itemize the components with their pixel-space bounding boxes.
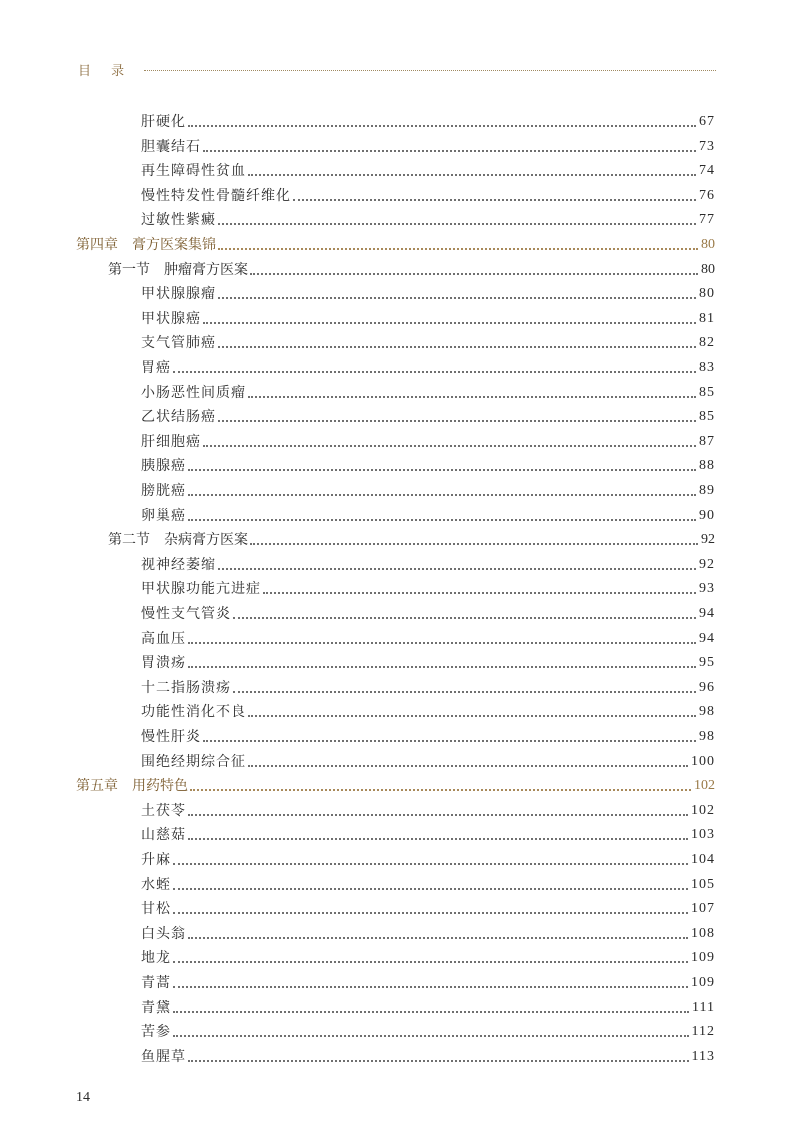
toc-title-text: 胆囊结石 bbox=[141, 138, 201, 155]
toc-page-number: 76 bbox=[699, 187, 715, 203]
dot-leader bbox=[188, 509, 696, 521]
toc-entry bbox=[141, 968, 715, 992]
toc-chapter bbox=[76, 771, 715, 795]
toc-title-text: 小肠恶性间质瘤 bbox=[141, 384, 246, 401]
toc-title-text: 甲状腺癌 bbox=[141, 310, 201, 327]
toc-page-number: 102 bbox=[694, 778, 715, 794]
toc-section bbox=[108, 255, 715, 279]
toc-page-number: 80 bbox=[699, 286, 715, 302]
toc-title bbox=[76, 777, 188, 795]
toc-title bbox=[141, 211, 216, 229]
toc-title-text: 青黛 bbox=[141, 999, 171, 1016]
toc-title-text: 过敏性紫癜 bbox=[141, 212, 216, 229]
dot-leader bbox=[188, 1050, 689, 1062]
toc-title bbox=[141, 580, 261, 598]
toc-title-text: 膏方医案集锦 bbox=[132, 237, 216, 253]
toc-page-number: 94 bbox=[699, 630, 715, 646]
toc-entry bbox=[141, 205, 715, 229]
toc-title bbox=[76, 236, 216, 254]
toc-page-number: 80 bbox=[701, 237, 715, 252]
toc-entry bbox=[141, 870, 715, 894]
toc-title bbox=[141, 334, 216, 352]
toc-title-text: 山慈菇 bbox=[141, 827, 186, 844]
toc-title-text: 甲状腺功能亢进症 bbox=[141, 581, 261, 598]
toc-title-text: 慢性肝炎 bbox=[141, 729, 201, 745]
toc-page-number: 111 bbox=[692, 999, 715, 1015]
toc-page-number: 90 bbox=[699, 507, 715, 523]
toc-title bbox=[141, 408, 216, 426]
toc-title-text: 慢性特发性骨髓纤维化 bbox=[141, 187, 291, 204]
toc-page-number: 98 bbox=[699, 729, 715, 744]
toc-title-text: 胃溃疡 bbox=[141, 655, 186, 672]
toc-title bbox=[141, 654, 186, 672]
toc-title bbox=[141, 1048, 186, 1066]
dot-leader bbox=[203, 435, 696, 447]
toc-title-text: 高血压 bbox=[141, 630, 186, 647]
toc-title bbox=[141, 851, 171, 869]
dot-leader bbox=[190, 779, 691, 791]
toc-title bbox=[141, 285, 216, 303]
toc-title-text: 围绝经期综合征 bbox=[141, 753, 246, 770]
toc-title bbox=[141, 974, 171, 992]
dot-leader bbox=[188, 927, 688, 939]
dot-leader bbox=[173, 361, 696, 373]
dot-leader bbox=[203, 312, 696, 324]
header-title: 目 录 bbox=[78, 63, 133, 79]
toc-title-text: 鱼腥草 bbox=[141, 1048, 186, 1065]
toc-page-number: 104 bbox=[691, 852, 715, 867]
toc-entry bbox=[141, 132, 715, 156]
dot-leader bbox=[173, 976, 688, 988]
toc-page-number: 77 bbox=[699, 212, 715, 228]
dot-leader bbox=[188, 804, 688, 816]
page-number: 14 bbox=[76, 1090, 90, 1105]
dot-leader bbox=[173, 902, 688, 914]
toc-title-text: 乙状结肠癌 bbox=[141, 409, 216, 426]
toc-entry bbox=[141, 353, 715, 377]
toc-entry bbox=[141, 1017, 715, 1041]
toc-entry bbox=[141, 402, 715, 426]
dot-leader bbox=[248, 755, 688, 767]
toc-title bbox=[141, 113, 186, 131]
toc-title bbox=[108, 261, 248, 279]
toc-page-number: 67 bbox=[699, 114, 715, 129]
toc-title-text: 视神经萎缩 bbox=[141, 556, 216, 573]
dot-leader bbox=[188, 656, 696, 668]
toc-title-text: 十二指肠溃疡 bbox=[141, 679, 231, 696]
toc-title bbox=[141, 925, 186, 943]
dot-leader bbox=[173, 1001, 689, 1013]
toc-page-number: 85 bbox=[699, 384, 715, 400]
dot-leader bbox=[250, 533, 698, 545]
toc-page-number: 82 bbox=[699, 335, 715, 351]
toc-entry bbox=[141, 943, 715, 967]
toc-page-number: 105 bbox=[691, 876, 715, 892]
toc-title bbox=[141, 310, 201, 328]
dot-leader bbox=[248, 164, 696, 176]
toc-page-number: 92 bbox=[701, 532, 715, 548]
toc-title bbox=[108, 531, 248, 549]
toc-section bbox=[108, 525, 715, 549]
toc-entry bbox=[141, 451, 715, 475]
toc-page-number: 92 bbox=[699, 556, 715, 572]
toc-entry bbox=[141, 427, 715, 451]
toc-title bbox=[141, 507, 186, 525]
dot-leader bbox=[173, 1025, 689, 1037]
toc-title-text: 土茯苓 bbox=[141, 802, 186, 819]
toc-number: 第四章 bbox=[76, 237, 118, 253]
toc-entry bbox=[141, 279, 715, 303]
toc-title-text: 苦参 bbox=[141, 1024, 171, 1041]
toc-entry bbox=[141, 993, 715, 1017]
dot-leader bbox=[203, 140, 696, 152]
toc-entry bbox=[141, 501, 715, 525]
dot-leader bbox=[293, 189, 696, 201]
dot-leader bbox=[233, 607, 696, 619]
toc-chapter bbox=[76, 230, 715, 254]
toc-page-number: 87 bbox=[699, 433, 715, 449]
toc-title-text: 杂病膏方医案 bbox=[164, 532, 248, 549]
toc-number: 第二节 bbox=[108, 532, 150, 549]
toc-title bbox=[141, 433, 201, 451]
toc-page-number: 109 bbox=[691, 975, 715, 990]
dot-leader bbox=[218, 287, 696, 299]
toc-title-text: 功能性消化不良 bbox=[141, 704, 246, 721]
dot-leader bbox=[188, 484, 696, 496]
toc-title-text: 升麻 bbox=[141, 852, 171, 868]
toc-page-number: 93 bbox=[699, 581, 715, 597]
dot-leader bbox=[250, 263, 698, 275]
toc-page-number: 100 bbox=[691, 753, 715, 769]
dot-leader bbox=[188, 115, 696, 127]
header-dotted-rule bbox=[144, 70, 716, 71]
dot-leader bbox=[263, 582, 696, 594]
toc-title bbox=[141, 999, 171, 1017]
toc-title-text: 慢性支气管炎 bbox=[141, 606, 231, 622]
toc-entry bbox=[141, 378, 715, 402]
dot-leader bbox=[173, 878, 688, 890]
toc-title-text: 水蛭 bbox=[141, 876, 171, 893]
toc-title-text: 白头翁 bbox=[141, 925, 186, 942]
toc-title-text: 青蒿 bbox=[141, 975, 171, 991]
toc-number: 第一节 bbox=[108, 261, 150, 278]
dot-leader bbox=[188, 459, 696, 471]
toc-page-number: 89 bbox=[699, 483, 715, 498]
toc-title-text: 胃癌 bbox=[141, 360, 171, 376]
running-header bbox=[78, 59, 716, 79]
dot-leader bbox=[218, 238, 698, 250]
toc-title bbox=[141, 728, 201, 746]
toc-page-number: 98 bbox=[699, 704, 715, 720]
toc-page-number: 80 bbox=[701, 261, 715, 277]
toc-page-number: 109 bbox=[691, 950, 715, 966]
toc-title bbox=[141, 138, 201, 156]
toc-page-number: 83 bbox=[699, 360, 715, 375]
toc-title bbox=[141, 359, 171, 377]
toc-title bbox=[141, 630, 186, 648]
toc-entry bbox=[141, 624, 715, 648]
toc-entry bbox=[141, 648, 715, 672]
toc-title-text: 膀胱癌 bbox=[141, 483, 186, 499]
dot-leader bbox=[233, 681, 696, 693]
toc-page-number: 74 bbox=[699, 163, 715, 179]
toc-page-number: 81 bbox=[699, 310, 715, 326]
toc-title bbox=[141, 384, 246, 402]
toc-title bbox=[141, 605, 231, 623]
toc-page-number: 88 bbox=[699, 458, 715, 474]
toc-title bbox=[141, 1023, 171, 1041]
toc-title bbox=[141, 703, 246, 721]
toc-page-number: 108 bbox=[691, 925, 715, 941]
toc-page-number: 113 bbox=[691, 1048, 715, 1064]
toc-title bbox=[141, 949, 171, 967]
dot-leader bbox=[248, 705, 696, 717]
toc-title-text: 地龙 bbox=[141, 950, 171, 967]
toc-title bbox=[141, 457, 186, 475]
toc-title-text: 用药特色 bbox=[132, 778, 188, 795]
dot-leader bbox=[218, 336, 696, 348]
toc-entry bbox=[141, 476, 715, 500]
toc-entry bbox=[141, 697, 715, 721]
toc-entry bbox=[141, 107, 715, 131]
dot-leader bbox=[188, 828, 688, 840]
toc-page-number: 73 bbox=[699, 138, 715, 154]
toc-title-text: 再生障碍性贫血 bbox=[141, 163, 246, 180]
toc-page-number: 96 bbox=[699, 679, 715, 695]
dot-leader bbox=[218, 410, 696, 422]
toc-entry bbox=[141, 919, 715, 943]
dot-leader bbox=[248, 386, 696, 398]
toc-entry bbox=[141, 722, 715, 746]
toc-title-text: 肝硬化 bbox=[141, 114, 186, 130]
toc-title bbox=[141, 900, 171, 918]
toc-title-text: 卵巢癌 bbox=[141, 507, 186, 524]
toc-title bbox=[141, 162, 246, 180]
toc-title-text: 甘松 bbox=[141, 901, 171, 918]
toc-title bbox=[141, 802, 186, 820]
dot-leader bbox=[173, 853, 688, 865]
dot-leader bbox=[203, 730, 696, 742]
toc-entry bbox=[141, 845, 715, 869]
toc-page-number: 103 bbox=[691, 827, 715, 843]
toc-entry bbox=[141, 550, 715, 574]
toc-page-number: 94 bbox=[699, 606, 715, 621]
toc-entry bbox=[141, 574, 715, 598]
toc-title bbox=[141, 482, 186, 500]
toc-page-number: 95 bbox=[699, 655, 715, 671]
toc-title-text: 肝细胞癌 bbox=[141, 433, 201, 450]
dot-leader bbox=[173, 951, 688, 963]
toc-entry bbox=[141, 673, 715, 697]
toc-entry bbox=[141, 156, 715, 180]
toc-entry bbox=[141, 820, 715, 844]
toc-entry bbox=[141, 1042, 715, 1066]
toc-entry bbox=[141, 747, 715, 771]
toc-title bbox=[141, 753, 246, 771]
toc-entry bbox=[141, 796, 715, 820]
toc-entry bbox=[141, 328, 715, 352]
toc-title-text: 肿瘤膏方医案 bbox=[164, 261, 248, 278]
toc-number: 第五章 bbox=[76, 778, 118, 795]
toc-entry bbox=[141, 304, 715, 328]
toc-title bbox=[141, 876, 171, 894]
toc-page-number: 85 bbox=[699, 409, 715, 425]
toc-page-number: 102 bbox=[691, 802, 715, 818]
toc-entry bbox=[141, 181, 715, 205]
toc-title bbox=[141, 679, 231, 697]
toc-title bbox=[141, 187, 291, 205]
toc-title bbox=[141, 556, 216, 574]
toc-page-number: 107 bbox=[691, 901, 715, 917]
toc-entry bbox=[141, 894, 715, 918]
toc-title-text: 甲状腺腺瘤 bbox=[141, 286, 216, 303]
toc-entry bbox=[141, 599, 715, 623]
dot-leader bbox=[188, 632, 696, 644]
toc-title bbox=[141, 826, 186, 844]
dot-leader bbox=[218, 558, 696, 570]
toc-title-text: 支气管肺癌 bbox=[141, 335, 216, 352]
toc-title-text: 胰腺癌 bbox=[141, 458, 186, 475]
dot-leader bbox=[218, 213, 696, 225]
toc-page-number: 112 bbox=[691, 1024, 715, 1040]
